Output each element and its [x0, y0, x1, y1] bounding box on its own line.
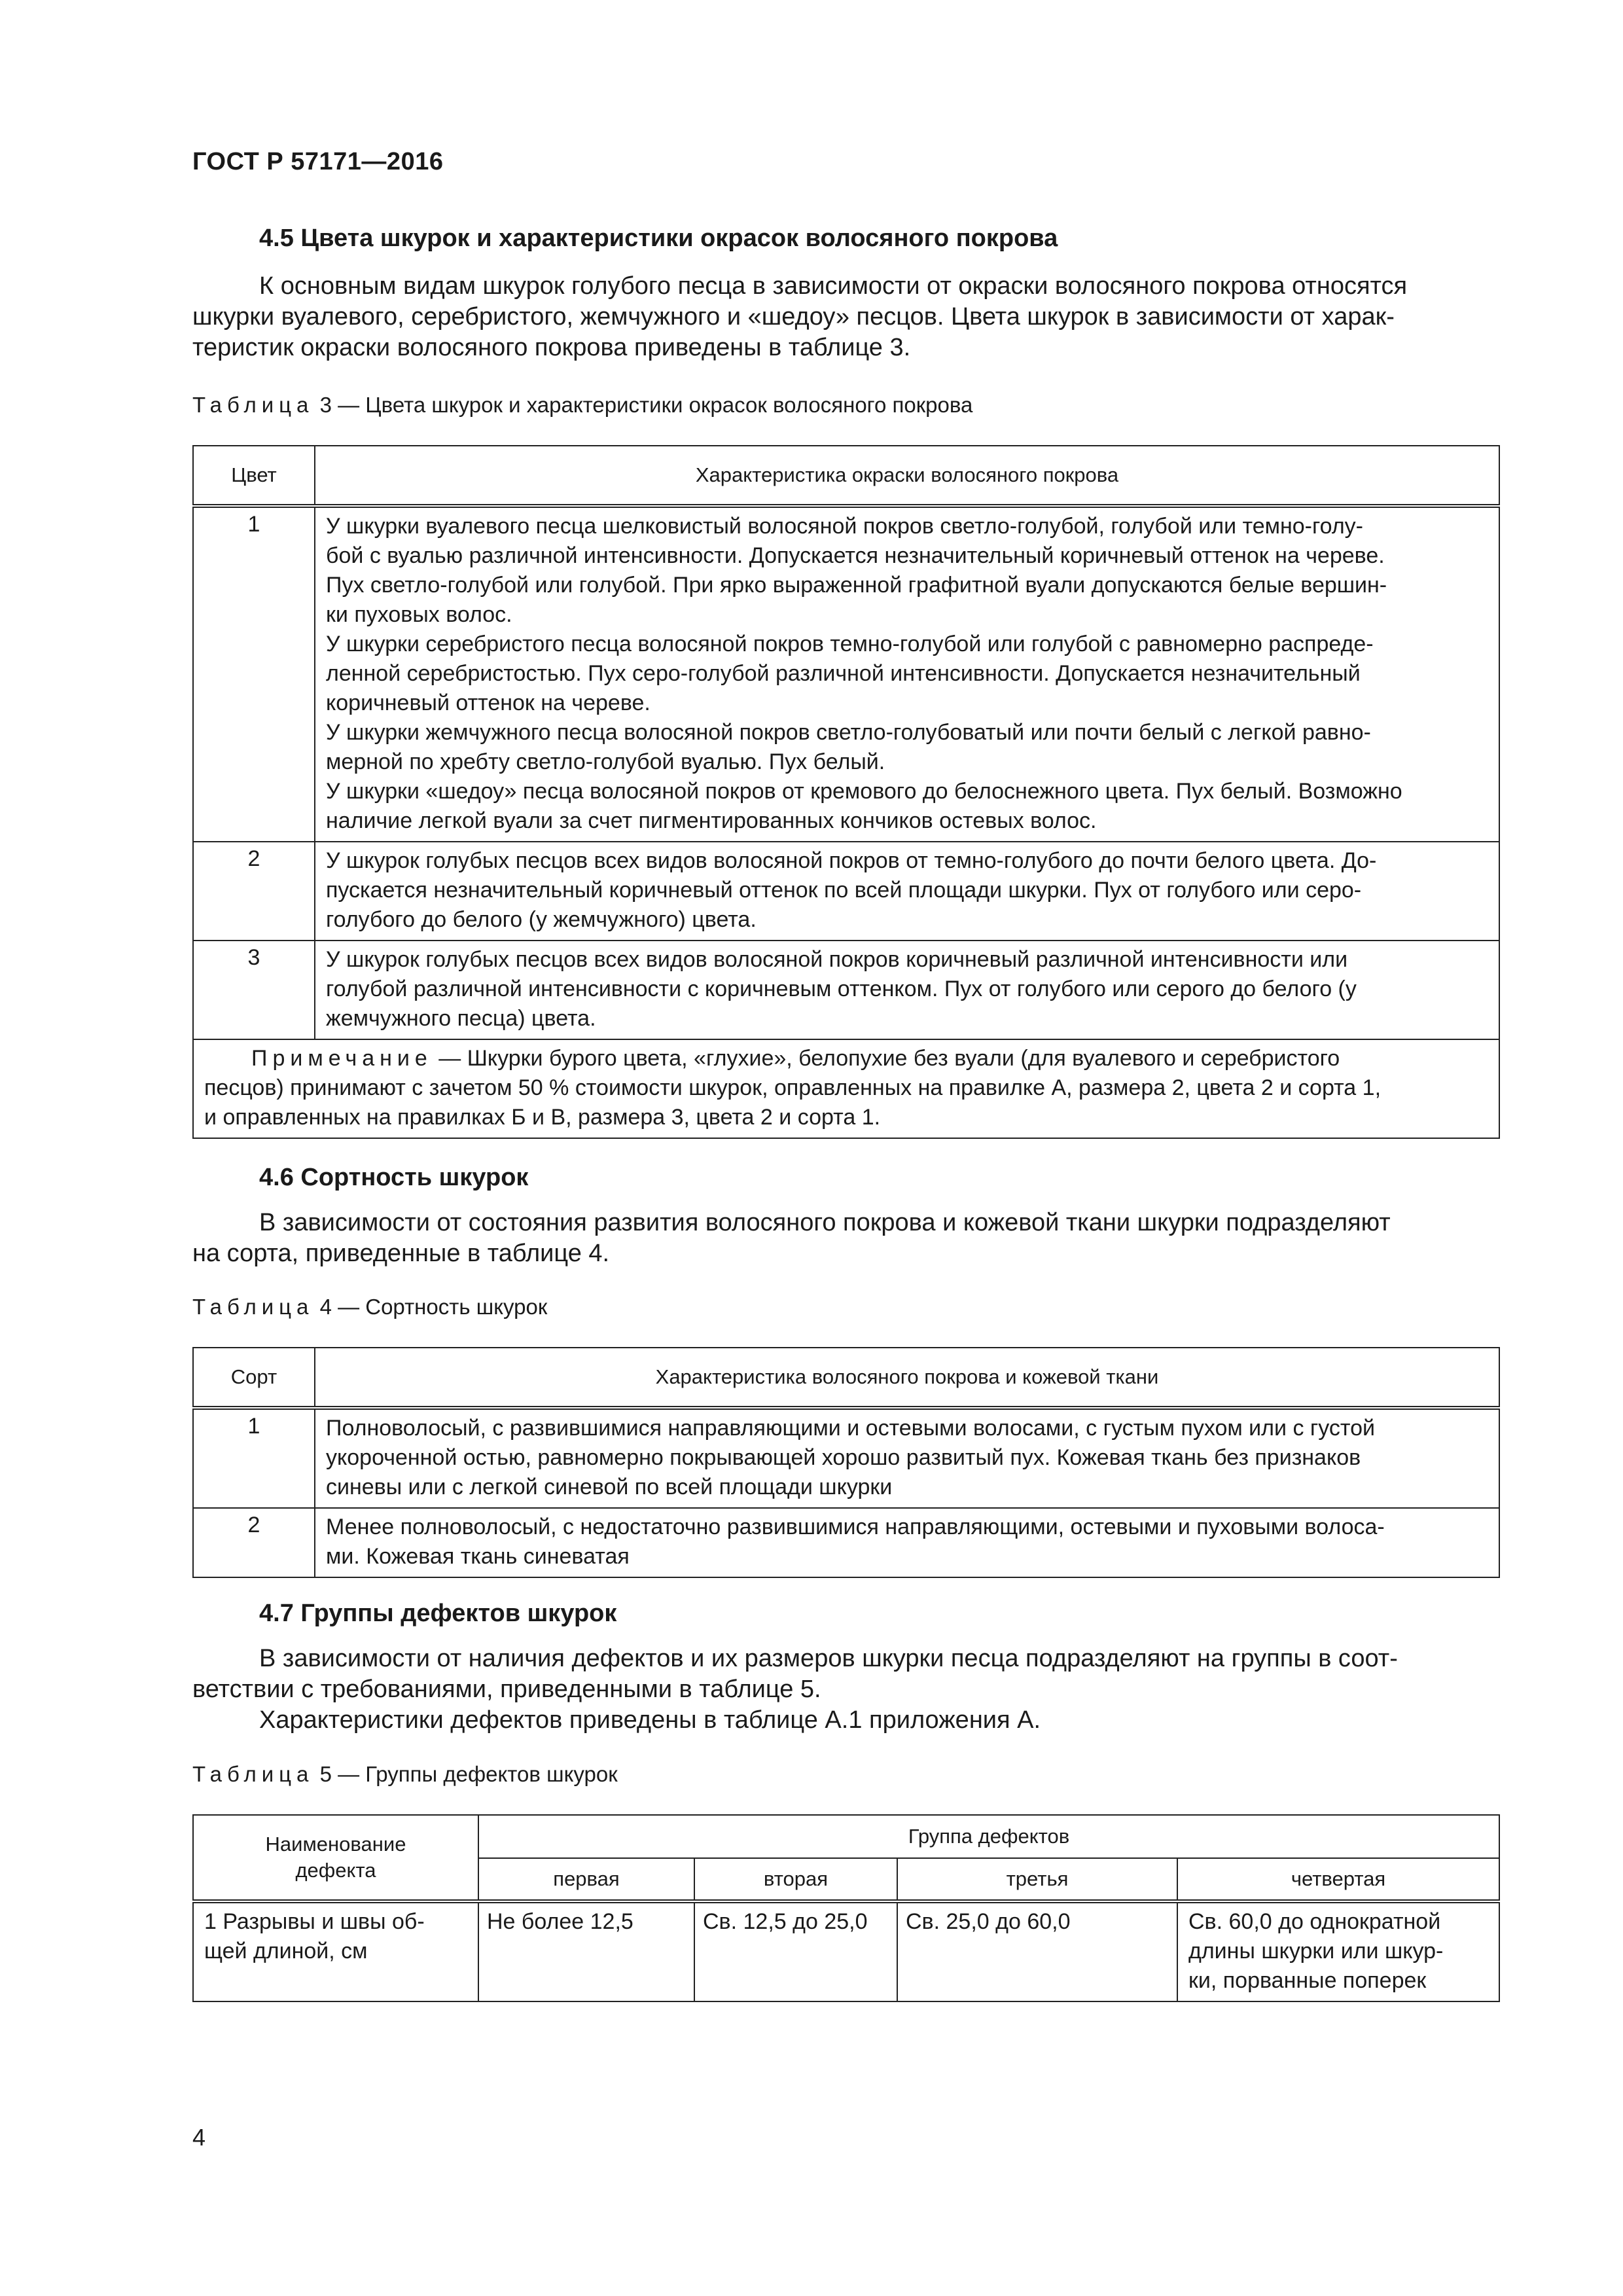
table5: [192, 1814, 1500, 2002]
table5-caption: Таблица 5 — Группы дефектов шкурок: [192, 1762, 618, 1786]
table-row: [193, 506, 1499, 842]
section-heading-4-6: 4.6 Сортность шкурок: [259, 1164, 529, 1191]
section-4-5-paragraph: [192, 271, 1499, 363]
table-row: [193, 941, 1499, 1039]
section-heading-4-7: 4.7 Группы дефектов шкурок: [259, 1600, 617, 1627]
table3-note: Примечание — Шкурки бурого цвета, «глухие», белопухие без вуали (для вуалевого и серебристого песцов) принимают с зачетом 50 % стоимости шкурок, оправленных на правилке А, размера 2, цвета 2 и сорта 1, и оправленных на правилках Б и В, размера 3, цвета 2 и сорта 1.: [193, 1039, 1499, 1138]
section-heading-4-5: 4.5 Цвета шкурок и характеристики окрасок волосяного покрова: [259, 224, 1058, 252]
table-row: [193, 842, 1499, 941]
paragraph-line: на сорта, приведенные в таблице 4.: [192, 1240, 610, 1267]
table-row: [193, 1901, 1499, 2001]
paragraph-line: К основным видам шкурок голубого песца в зависимости от окраски волосяного покрова относятся: [259, 272, 1408, 300]
table5-header-fourth: четвертая: [1177, 1858, 1499, 1901]
table5-header-group: Группа дефектов: [478, 1815, 1499, 1858]
table5-header-second: вторая: [694, 1858, 897, 1901]
document-code: ГОСТ Р 57171—2016: [192, 148, 444, 175]
table5-header-first: первая: [478, 1858, 694, 1901]
table5-row1-fourth: Св. 60,0 до однократной длины шкурки или шкур- ки, порванные поперек: [1177, 1901, 1499, 2001]
table3-row1-num: 1: [193, 506, 315, 842]
table3-row1-text: У шкурки вуалевого песца шелковистый волосяной покров светло-голубой, голубой или темно-голу- бой с вуалью различной интенсивности. Допускается незначительный коричневый оттенок на череве. Пух светло-голубой или голубой. При ярко выраженной графитной вуали допускаются белые вершин- ки пуховых волос. У шкурки серебристого песца волосяной покров темно-голубой или голубой с равномерно распреде- ленной серебристостью. Пух серо-голубой различной интенсивности. Допускается незначительный коричневый оттенок на череве. У шкурки жемчужного песца волосяной покров светло-голубоватый или почти белый с легкой равно- мерной по хребту светло-голубой вуалью. Пух белый. У шкурки «шедоу» песца волосяной покров от кремового до белоснежного цвета. Пух белый. Возможно наличие легкой вуали за счет пигментированных кончиков остевых волос.: [315, 506, 1499, 842]
table4-caption: Таблица 4 — Сортность шкурок: [192, 1295, 548, 1319]
table5-row1-second: Св. 12,5 до 25,0: [694, 1901, 897, 2001]
table3-row3-num: 3: [193, 941, 315, 1039]
table5-row1-first: Не более 12,5: [478, 1901, 694, 2001]
paragraph-line: шкурки вуалевого, серебристого, жемчужного и «шедоу» песцов. Цвета шкурок в зависимости от харак-: [192, 303, 1395, 331]
table3-caption: Таблица 3 — Цвета шкурок и характеристики окрасок волосяного покрова: [192, 393, 973, 417]
table4-header-grade: Сорт: [193, 1348, 315, 1408]
paragraph-line: Характеристики дефектов приведены в таблице А.1 приложения А.: [259, 1706, 1041, 1734]
table5-header-name: Наименование дефекта: [193, 1815, 478, 1901]
table4-row2-num: 2: [193, 1508, 315, 1577]
table4-row2-text: Менее полноволосый, с недостаточно развившимися направляющими, остевыми и пуховыми волоса- ми. Кожевая ткань синеватая: [315, 1508, 1499, 1577]
paragraph-line: В зависимости от состояния развития волосяного покрова и кожевой ткани шкурки подразделяют: [259, 1209, 1391, 1236]
table4: [192, 1347, 1500, 1578]
table4-header-characteristic: Характеристика волосяного покрова и кожевой ткани: [315, 1348, 1499, 1408]
paragraph-line: В зависимости от наличия дефектов и их размеров шкурки песца подразделяют на группы в соот-: [259, 1645, 1398, 1672]
section-4-7-paragraph: [192, 1643, 1499, 1736]
table-row: [193, 1508, 1499, 1577]
section-4-6-paragraph: [192, 1208, 1499, 1269]
table-row: [193, 1039, 1499, 1138]
table3-row3-text: У шкурок голубых песцов всех видов волосяной покров коричневый различной интенсивности или голубой различной интенсивности с коричневым оттенком. Пух от голубого или серого до белого (у жемчужного песца) цвета.: [315, 941, 1499, 1039]
table5-header-third: третья: [897, 1858, 1177, 1901]
table3-header-characteristic: Характеристика окраски волосяного покрова: [315, 446, 1499, 506]
table4-row1-num: 1: [193, 1408, 315, 1508]
table3-row2-text: У шкурок голубых песцов всех видов волосяной покров от темно-голубого до почти белого цвета. До- пускается незначительный коричневый оттенок по всей площади шкурки. Пух от голубого или серо- голубого до белого (у жемчужного) цвета.: [315, 842, 1499, 941]
paragraph-line: ветствии с требованиями, приведенными в таблице 5.: [192, 1676, 821, 1703]
page-number: 4: [192, 2124, 206, 2151]
paragraph-line: теристик окраски волосяного покрова приведены в таблице 3.: [192, 334, 911, 361]
table4-row1-text: Полноволосый, с развившимися направляющими и остевыми волосами, с густым пухом или с густой укороченной остью, равномерно покрывающей хорошо развитый пух. Кожевая ткань без признаков синевы или с легкой синевой по всей площади шкурки: [315, 1408, 1499, 1508]
table3-header-color: Цвет: [193, 446, 315, 506]
table3-row2-num: 2: [193, 842, 315, 941]
table-row: [193, 1408, 1499, 1508]
table3: [192, 445, 1500, 1139]
table5-row1-name: 1 Разрывы и швы об- щей длиной, см: [193, 1901, 478, 2001]
table5-row1-third: Св. 25,0 до 60,0: [897, 1901, 1177, 2001]
